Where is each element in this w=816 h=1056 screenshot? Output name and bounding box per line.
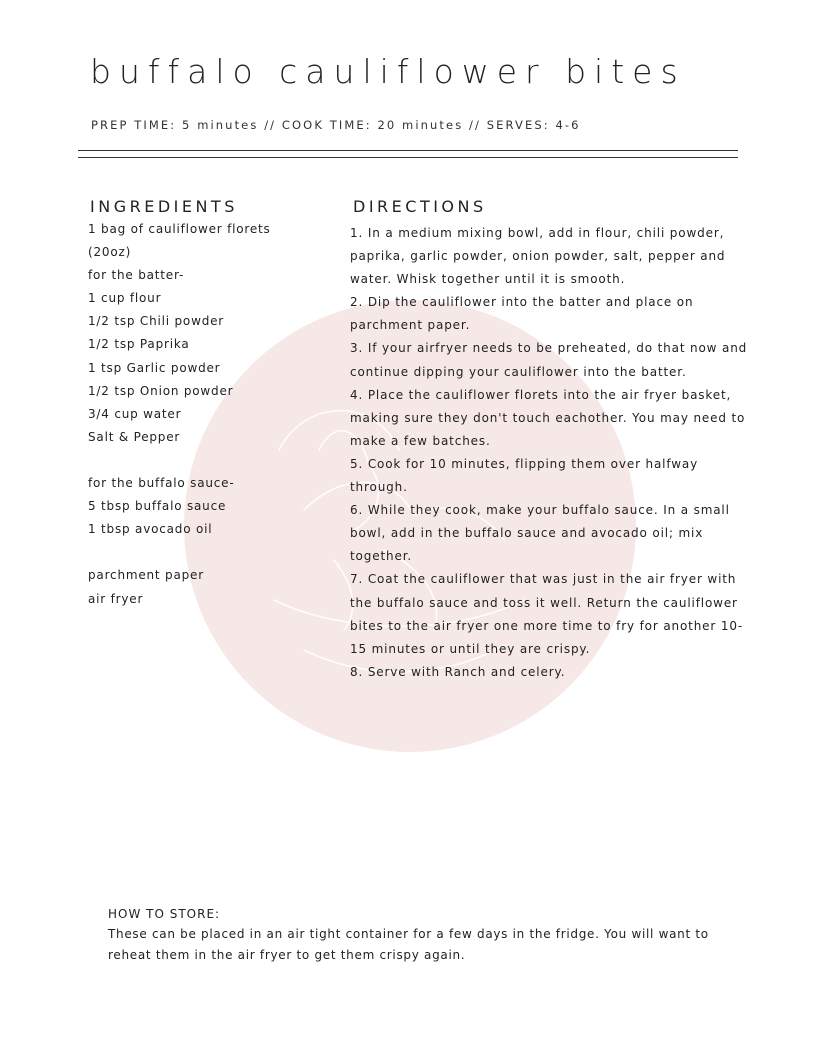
recipe-title: buffalo cauliflower bites xyxy=(90,52,686,91)
directions-list xyxy=(350,222,750,684)
ingredient-item: for the batter- xyxy=(88,268,185,283)
header-divider-top xyxy=(78,150,738,151)
header-divider-bottom xyxy=(78,157,738,158)
ingredient-item: 3/4 cup water xyxy=(88,406,182,421)
ingredient-item: parchment paper xyxy=(88,568,204,583)
ingredient-item xyxy=(88,541,278,564)
ingredient-item: 1/2 tsp Chili powder xyxy=(88,314,225,329)
direction-step: 3. If your airfryer needs to be preheated, do that now and continue dipping your cauliflower into the batter. xyxy=(350,341,748,379)
storage-heading: HOW TO STORE: xyxy=(108,907,221,921)
ingredient-item: (20oz) xyxy=(88,245,132,260)
direction-step: 2. Dip the cauliflower into the batter and place on parchment paper. xyxy=(350,295,694,333)
ingredient-item: 1/2 tsp Paprika xyxy=(88,337,190,352)
ingredient-item: 1/2 tsp Onion powder xyxy=(88,383,234,398)
ingredients-heading: INGREDIENTS xyxy=(90,197,238,216)
ingredient-item: 1 tsp Garlic powder xyxy=(88,360,221,375)
direction-step: 1. In a medium mixing bowl, add in flour, chili powder, paprika, garlic powder, onion powder, salt, pepper and water. Whisk together until it is smooth. xyxy=(350,226,726,287)
direction-step: 4. Place the cauliflower florets into the air fryer basket, making sure they don't touch eachother. You may need to make a few batches. xyxy=(350,387,746,448)
direction-step: 7. Coat the cauliflower that was just in the air fryer with the buffalo sauce and toss it well. Return the cauliflower bites to the air fryer one more time to fry for another 10-15 minutes or until they are crispy. xyxy=(350,572,744,656)
ingredient-item: Salt & Pepper xyxy=(88,429,181,444)
direction-step: 5. Cook for 10 minutes, flipping them over halfway through. xyxy=(350,456,699,495)
storage-section xyxy=(108,905,728,966)
direction-step: 8. Serve with Ranch and celery. xyxy=(350,664,566,679)
recipe-meta-line: PREP TIME: 5 minutes // COOK TIME: 20 minutes // SERVES: 4-6 xyxy=(91,118,581,132)
ingredients-list xyxy=(88,218,278,611)
storage-text: These can be placed in an air tight container for a few days in the fridge. You will want to reheat them in the air fryer to get them crispy again. xyxy=(108,927,709,962)
ingredient-item: 1 cup flour xyxy=(88,291,162,306)
ingredient-item: 5 tbsp buffalo sauce xyxy=(88,499,227,514)
direction-step: 6. While they cook, make your buffalo sauce. In a small bowl, add in the buffalo sauce and avocado oil; mix together. xyxy=(350,503,730,564)
ingredient-item xyxy=(88,449,278,472)
directions-heading: DIRECTIONS xyxy=(353,197,487,216)
ingredient-item: 1 tbsp avocado oil xyxy=(88,522,213,537)
ingredient-item: air fryer xyxy=(88,591,144,606)
ingredient-item: 1 bag of cauliflower florets xyxy=(88,222,271,236)
ingredient-item: for the buffalo sauce- xyxy=(88,476,235,491)
